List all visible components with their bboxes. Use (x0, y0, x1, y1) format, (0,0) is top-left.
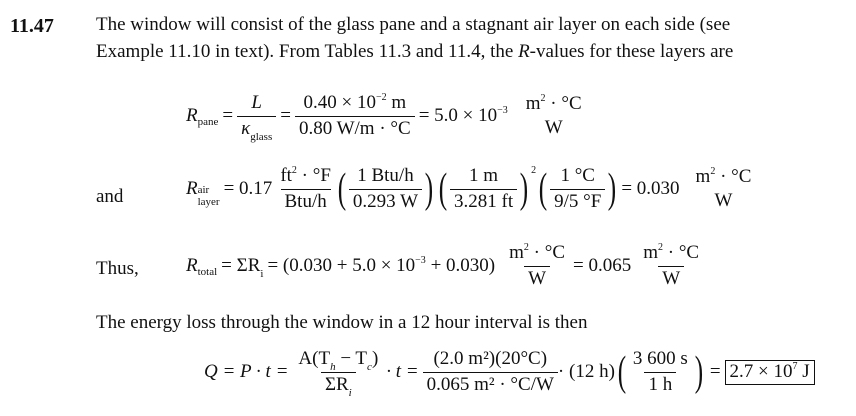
intro-line-2-part-b: -values for these layers are (529, 41, 734, 62)
eq1-frac2-denominator: 0.80 W/m · °C (295, 116, 415, 141)
equation-r-air-layer: R air layer = 0.17 $\frac{ft^2 \cdot ^\circ F}{\text{Btu/h}}$ ( $\frac{\text{1 Btu/h}}{0.293 W}$ ) ( $\frac{1 m}{3.281 ft}$ ) 2 ( $\frac{1 ^\circ C}{9/5 ^\circ F}$ ) = 0.030 $m^2 \cdot ^\circ C$ W (186, 165, 755, 214)
eq3-parenthesized-sum: = $(0.030 + 5.0 \times 10^{-3} + 0.030)$ (267, 254, 496, 276)
eq2-result: = 0.030 (621, 177, 680, 199)
eq2-conversion-meter-exponent: 2 (531, 165, 537, 177)
eq1-frac1-denominator-symbol: κ (241, 117, 251, 139)
equation-r-total (186, 242, 703, 291)
eq3-sum: = $\Sigma R_i$ (221, 254, 264, 280)
eq2-conversion-temperature: $\frac{1 ^\circ C}{9/5 ^\circ F}$ (550, 165, 605, 214)
eq2-result-unit: $m^2 \cdot ^\circ C$ W (695, 165, 752, 212)
energy-loss-sentence: The energy loss through the window in a 12 hour interval is then (96, 312, 588, 333)
intro-line-2 (96, 41, 733, 64)
eq1-fraction-l-over-k (237, 92, 276, 141)
eq4-equals: = (709, 360, 721, 382)
eq1-frac2-numerator-exponent: −2 (375, 92, 387, 103)
eq2-lhs-symbol: R (186, 177, 198, 199)
eq2-conversion-meter: $\frac{1 m}{3.281 ft}$ (450, 165, 517, 214)
eq4-times-t: · t = (386, 360, 419, 382)
eq1-fraction-values (295, 92, 415, 141)
eq2-coefficient: = 0.17 (223, 177, 273, 199)
final-answer-box: $2.7 \times 10^7$ J (725, 360, 815, 385)
intro-line-1: The window will consist of the glass pane and a stagnant air layer on each side (see (96, 14, 731, 35)
problem-number: 11.47 (10, 15, 54, 37)
eq3-result: = 0.065 (573, 254, 632, 276)
eq1-frac1-numerator: L (251, 92, 262, 113)
eq3-unit-2: $\frac{m^2 \cdot ^\circ C}{W}$ (643, 242, 700, 289)
eq4-fraction-formula: $\frac{A(T_h - T_c)}{\Sigma R_i}$ (298, 348, 379, 399)
eq2-conversion-btu: $\frac{\text{1 Btu/h}}{0.293 W}$ (349, 165, 422, 214)
eq2-label: and (96, 186, 124, 207)
eq1-frac2-numerator-a: 0.40 × 10 (303, 92, 376, 113)
eq1-lhs-subscript: pane (197, 115, 219, 128)
eq1-lhs-symbol: R (186, 104, 198, 126)
eq1-frac1-denominator-subscript: glass (250, 130, 273, 143)
eq1-result-unit: $m^2 \cdot ^\circ C$ W (525, 92, 582, 139)
eq3-lhs-subscript: total (197, 265, 218, 278)
intro-line-2-part-a: Example 11.10 in text). From Tables 11.3 and 11.4, the (96, 41, 519, 62)
eq4-lhs: Q = P · t = (204, 360, 289, 382)
eq3-lhs-symbol: R (186, 254, 198, 276)
eq1-result: = $5.0 \times 10^{-3}$ (418, 104, 508, 126)
eq4-fraction-values: $\frac{\text{(2.0 m²)(20°C)}}{\text{0.065 m² · °C/W}}$ (423, 348, 558, 397)
eq2-unit-fraction: $\frac{ft^2 \cdot ^\circ F}{\text{Btu/h}}$ (280, 165, 331, 212)
eq1-frac2-numerator-b: m (386, 92, 407, 113)
intro-line-2-r: R (518, 41, 530, 62)
eq4-time-factor: · (12 h) (557, 360, 615, 382)
eq3-label: Thus, (96, 258, 139, 279)
equation-energy-q: Q = P · t = $\frac{A(T_h - T_c)}{\Sigma R_i}$ · t = $\frac{\text{(2.0 m²)(20°C)}}{\text{0.065 m² · °C/W}}$ · (12 h) ( $\frac{3 600 s}{1 h}$ ) = $2.7 \times 10^7$ J (204, 348, 815, 397)
eq2-lhs-subscript: air layer (197, 184, 220, 209)
equation-r-pane: R pane = $\frac{L}{\kappa_{glass}}$ = $\frac{0.40 \times 10^{-2} m}{0.80 W/m \cdot ^\circ C}$ = $5.0 \times 10^{-3}$ $m^2 \cdot ^\circ C$ W (186, 92, 586, 141)
eq3-unit-1: $\frac{m^2 \cdot ^\circ C}{W}$ (509, 242, 565, 289)
eq4-fraction-seconds: $\frac{3 600 s}{1 h}$ (632, 348, 688, 395)
